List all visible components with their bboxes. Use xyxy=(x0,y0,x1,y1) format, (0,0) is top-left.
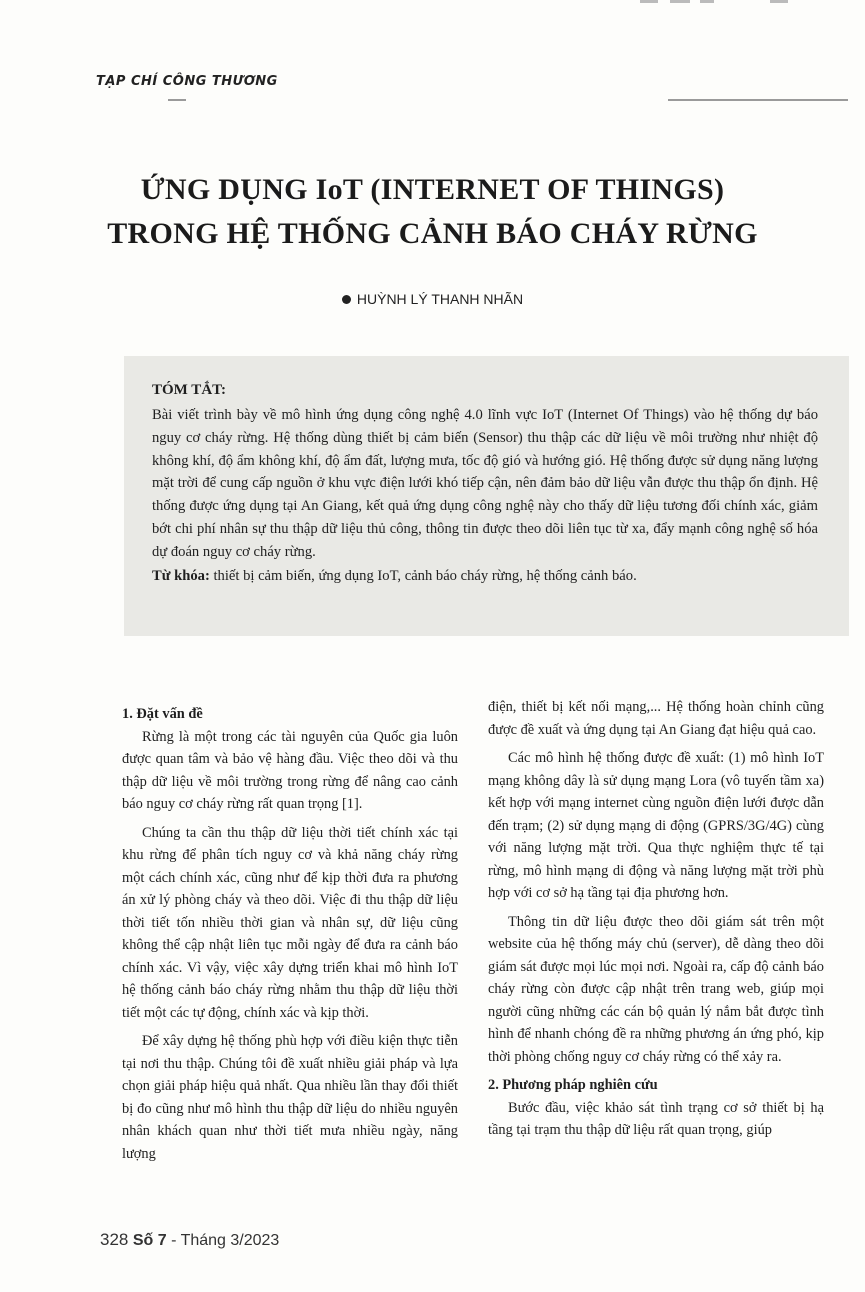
article-title xyxy=(40,168,825,256)
journal-name: TẠP CHÍ CÔNG THƯƠNG xyxy=(96,74,278,89)
bullet-icon xyxy=(342,295,351,304)
title-line-1: ỨNG DỤNG IoT (INTERNET OF THINGS) xyxy=(140,173,725,206)
paragraph: Rừng là một trong các tài nguyên của Quốc gia luôn được quan tâm và bảo vệ hàng đầu. Việc theo dõi và thu thập dữ liệu về môi trường trong rừng để nâng cao cảnh báo nguy cơ cháy rừng rất quan trọng [1]. xyxy=(122,728,458,812)
paragraph: Chúng ta cần thu thập dữ liệu thời tiết chính xác tại khu rừng để phân tích nguy cơ và khả năng cháy rừng một cách chính xác, cũng như để kịp thời đưa ra phương án xử lý phòng cháy và theo dõi. Việc đi thu thập dữ liệu thời tiết tốn nhiều thời gian và nhân sự, dữ liệu cũng không thể cập nhật liên tục mỗi ngày để đưa ra cảnh báo chính xác. Vì vậy, việc xây dựng triển khai mô hình IoT hệ thống cảnh báo cháy rừng nhằm thu thập dữ liệu thời tiết một các tự động, chính xác và kịp thời. xyxy=(122,824,458,1021)
section-2-heading: 2. Phương pháp nghiên cứu xyxy=(488,1077,658,1093)
paragraph: Để xây dựng hệ thống phù hợp với điều kiện thực tiễn tại nơi thu thập. Chúng tôi đề xuất nhiều giải pháp và lựa chọn giải pháp hiệu quả nhất. Qua nhiều lần thay đổi thiết bị đo cũng như mô hình thu thập dữ liệu do nhiều nguyên nhân khách quan như thời tiết mưa nhiều ngày, năng lượng xyxy=(122,1033,458,1162)
issue-date: Tháng 3/2023 xyxy=(180,1232,280,1249)
title-line-2: TRONG HỆ THỐNG CẢNH BÁO CHÁY RỪNG xyxy=(107,217,758,250)
section-1-heading: 1. Đặt vấn đề xyxy=(122,706,203,722)
scan-mark xyxy=(640,0,658,3)
body-column-right xyxy=(488,696,824,1148)
keywords-label: Từ khóa: xyxy=(152,567,210,584)
abstract-content xyxy=(152,382,818,587)
abstract-heading: TÓM TẮT: xyxy=(152,382,227,398)
paragraph: điện, thiết bị kết nối mạng,... Hệ thống hoàn chỉnh cũng được đề xuất và ứng dụng tại An Giang đạt hiệu quả cao. xyxy=(488,699,824,738)
page-number: 328 xyxy=(100,1230,129,1249)
scan-mark xyxy=(700,0,714,3)
keywords-text: thiết bị cảm biến, ứng dụng IoT, cảnh báo cháy rừng, hệ thống cảnh báo. xyxy=(209,567,637,584)
abstract-body: Bài viết trình bày về mô hình ứng dụng công nghệ 4.0 lĩnh vực IoT (Internet Of Things) vào hệ thống dự báo nguy cơ cháy rừng. Hệ thống dùng thiết bị cảm biến (Sensor) thu thập các dữ liệu về môi trường như nhiệt độ không khí, độ ẩm không khí, độ ẩm đất, lượng mưa, tốc độ gió và hướng gió. Hệ thống được sử dụng năng lượng mặt trời để cung cấp nguồn ở khu vực điện lưới khó tiếp cận, nên đảm bảo dữ liệu vẫn được thu thập ổn định. Hệ thống được ứng dụng tại An Giang, kết quả ứng dụng công nghệ này cho thấy dữ liệu tương đối chính xác, giảm bớt chi phí nhân sự thu thập dữ liệu thủ công, thông tin được theo dõi liên tục từ xa, đẩy mạnh công nghệ số hóa dự đoán nguy cơ cháy rừng. xyxy=(152,407,818,560)
paragraph: Thông tin dữ liệu được theo dõi giám sát trên một website của hệ thống máy chủ (server), dễ dàng theo dõi giám sát được mọi lúc mọi nơi. Ngoài ra, cấp độ cảnh báo cháy rừng còn được cập nhật trên trang web, giúp mọi người cũng những các cán bộ quản lý nắm bắt được tình hình để nhanh chóng đề ra những phương án ứng phó, kịp thời phòng chống nguy cơ cháy rừng có thể xảy ra. xyxy=(488,913,824,1065)
paragraph: Bước đầu, việc khảo sát tình trạng cơ sở thiết bị hạ tầng tại trạm thu thập dữ liệu rất quan trọng, giúp xyxy=(488,1099,824,1138)
paragraph: Các mô hình hệ thống được đề xuất: (1) mô hình IoT mạng không dây là sử dụng mạng Lora (vô tuyến tầm xa) kết hợp với mạng internet cùng nguồn điện lưới được dẫn đến trạm; (2) sử dụng mạng di động (GPRS/3G/4G) cùng với năng lượng mặt trời. Qua thực nghiệm thực tế tại rừng, mô hình mạng di động và năng lượng mặt trời phù hợp với cơ sở hạ tầng tại địa phương hơn. xyxy=(488,750,824,901)
keywords xyxy=(152,565,818,588)
body-column-left xyxy=(122,703,458,1171)
header-rule-right xyxy=(668,99,848,101)
abstract-box xyxy=(124,356,849,636)
scan-mark xyxy=(770,0,788,3)
footer-separator: - xyxy=(166,1232,181,1249)
author-line xyxy=(0,291,865,307)
scan-mark xyxy=(670,0,690,3)
issue-label: Số 7 xyxy=(132,1232,167,1249)
page-footer xyxy=(100,1230,279,1250)
author-name: HUỲNH LÝ THANH NHÃN xyxy=(356,291,524,307)
header-rule-left xyxy=(168,99,186,101)
